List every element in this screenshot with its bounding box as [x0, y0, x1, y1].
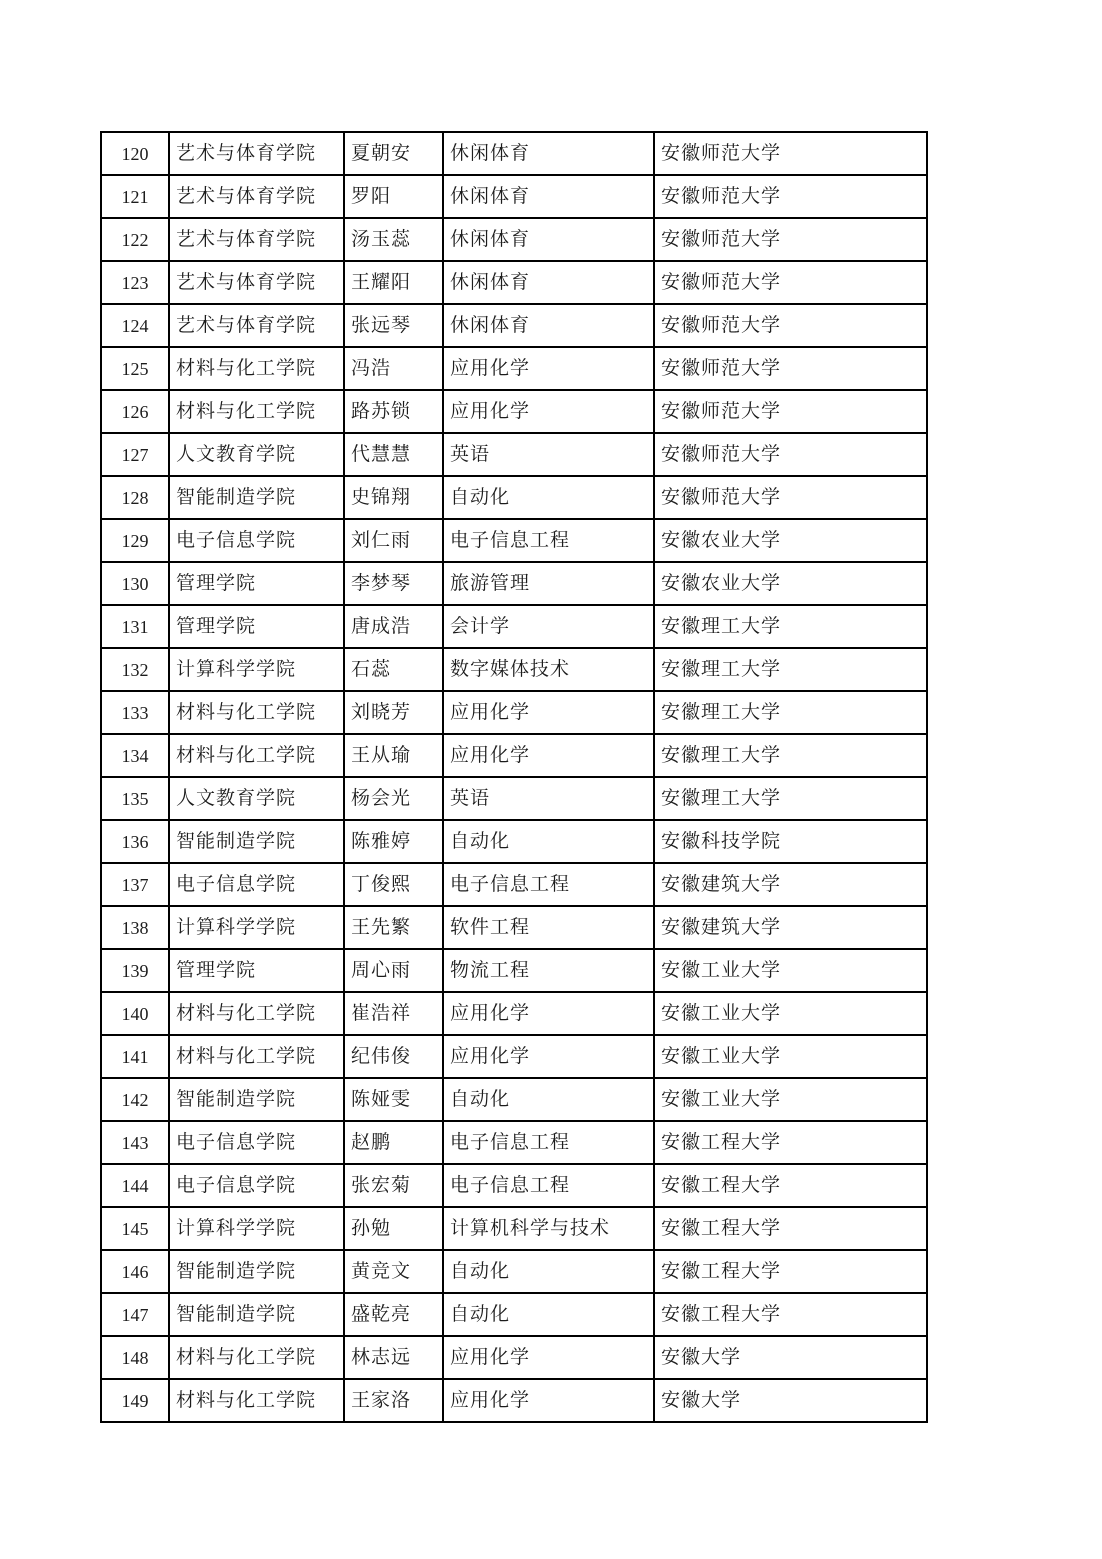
- cell-student-name: 汤玉蕊: [344, 218, 443, 261]
- cell-student-name: 夏朝安: [344, 132, 443, 175]
- cell-university: 安徽师范大学: [654, 390, 927, 433]
- cell-college: 艺术与体育学院: [169, 218, 344, 261]
- cell-college: 电子信息学院: [169, 863, 344, 906]
- table-row: [101, 906, 927, 949]
- cell-major: 自动化: [443, 820, 654, 863]
- table-row: [101, 648, 927, 691]
- cell-university: 安徽工业大学: [654, 1035, 927, 1078]
- cell-row-number: 124: [101, 304, 169, 347]
- cell-college: 智能制造学院: [169, 820, 344, 863]
- cell-major: 应用化学: [443, 691, 654, 734]
- table-row: [101, 218, 927, 261]
- cell-row-number: 142: [101, 1078, 169, 1121]
- table-row: [101, 390, 927, 433]
- cell-major: 自动化: [443, 1293, 654, 1336]
- cell-major: 应用化学: [443, 992, 654, 1035]
- table-row: [101, 304, 927, 347]
- cell-major: 电子信息工程: [443, 519, 654, 562]
- cell-major: 自动化: [443, 476, 654, 519]
- cell-student-name: 刘晓芳: [344, 691, 443, 734]
- cell-row-number: 122: [101, 218, 169, 261]
- cell-student-name: 丁俊熙: [344, 863, 443, 906]
- table-row: [101, 347, 927, 390]
- cell-college: 智能制造学院: [169, 476, 344, 519]
- table-row: [101, 175, 927, 218]
- cell-row-number: 145: [101, 1207, 169, 1250]
- cell-row-number: 128: [101, 476, 169, 519]
- cell-major: 休闲体育: [443, 175, 654, 218]
- cell-student-name: 陈雅婷: [344, 820, 443, 863]
- table-row: [101, 261, 927, 304]
- cell-college: 计算科学学院: [169, 648, 344, 691]
- cell-university: 安徽工程大学: [654, 1164, 927, 1207]
- cell-university: 安徽工程大学: [654, 1121, 927, 1164]
- cell-student-name: 唐成浩: [344, 605, 443, 648]
- cell-college: 艺术与体育学院: [169, 175, 344, 218]
- table-row: [101, 992, 927, 1035]
- cell-major: 英语: [443, 433, 654, 476]
- cell-college: 电子信息学院: [169, 519, 344, 562]
- cell-college: 人文教育学院: [169, 433, 344, 476]
- cell-major: 电子信息工程: [443, 863, 654, 906]
- cell-student-name: 史锦翔: [344, 476, 443, 519]
- cell-college: 计算科学学院: [169, 906, 344, 949]
- cell-row-number: 130: [101, 562, 169, 605]
- table-row: [101, 1336, 927, 1379]
- cell-major: 应用化学: [443, 390, 654, 433]
- cell-student-name: 纪伟俊: [344, 1035, 443, 1078]
- cell-student-name: 李梦琴: [344, 562, 443, 605]
- cell-student-name: 周心雨: [344, 949, 443, 992]
- cell-college: 管理学院: [169, 562, 344, 605]
- cell-student-name: 罗阳: [344, 175, 443, 218]
- cell-row-number: 129: [101, 519, 169, 562]
- cell-university: 安徽工业大学: [654, 992, 927, 1035]
- cell-row-number: 123: [101, 261, 169, 304]
- cell-major: 休闲体育: [443, 132, 654, 175]
- table-row: [101, 1035, 927, 1078]
- table-row: [101, 433, 927, 476]
- cell-university: 安徽师范大学: [654, 347, 927, 390]
- cell-university: 安徽建筑大学: [654, 906, 927, 949]
- cell-college: 计算科学学院: [169, 1207, 344, 1250]
- cell-college: 人文教育学院: [169, 777, 344, 820]
- cell-university: 安徽理工大学: [654, 648, 927, 691]
- cell-row-number: 125: [101, 347, 169, 390]
- cell-university: 安徽农业大学: [654, 519, 927, 562]
- table-row: [101, 820, 927, 863]
- cell-row-number: 144: [101, 1164, 169, 1207]
- cell-student-name: 黄竞文: [344, 1250, 443, 1293]
- cell-major: 应用化学: [443, 1035, 654, 1078]
- cell-university: 安徽师范大学: [654, 175, 927, 218]
- cell-college: 智能制造学院: [169, 1250, 344, 1293]
- cell-university: 安徽工程大学: [654, 1250, 927, 1293]
- cell-university: 安徽建筑大学: [654, 863, 927, 906]
- cell-university: 安徽理工大学: [654, 777, 927, 820]
- cell-row-number: 141: [101, 1035, 169, 1078]
- cell-major: 会计学: [443, 605, 654, 648]
- table-row: [101, 605, 927, 648]
- cell-row-number: 121: [101, 175, 169, 218]
- cell-college: 电子信息学院: [169, 1164, 344, 1207]
- cell-row-number: 149: [101, 1379, 169, 1422]
- table-row: [101, 1078, 927, 1121]
- cell-row-number: 132: [101, 648, 169, 691]
- cell-major: 旅游管理: [443, 562, 654, 605]
- cell-college: 材料与化工学院: [169, 390, 344, 433]
- cell-student-name: 代慧慧: [344, 433, 443, 476]
- table-row: [101, 777, 927, 820]
- cell-student-name: 王先繁: [344, 906, 443, 949]
- cell-student-name: 杨会光: [344, 777, 443, 820]
- cell-major: 休闲体育: [443, 261, 654, 304]
- cell-university: 安徽师范大学: [654, 476, 927, 519]
- table-row: [101, 1121, 927, 1164]
- cell-row-number: 140: [101, 992, 169, 1035]
- cell-university: 安徽工业大学: [654, 1078, 927, 1121]
- cell-university: 安徽师范大学: [654, 132, 927, 175]
- cell-major: 应用化学: [443, 734, 654, 777]
- cell-row-number: 146: [101, 1250, 169, 1293]
- cell-university: 安徽工程大学: [654, 1207, 927, 1250]
- table-row: [101, 1379, 927, 1422]
- cell-college: 智能制造学院: [169, 1078, 344, 1121]
- student-roster-table: [100, 131, 928, 1423]
- student-table-body: [101, 132, 927, 1422]
- table-row: [101, 863, 927, 906]
- cell-row-number: 148: [101, 1336, 169, 1379]
- cell-row-number: 143: [101, 1121, 169, 1164]
- cell-row-number: 126: [101, 390, 169, 433]
- cell-student-name: 石蕊: [344, 648, 443, 691]
- cell-college: 艺术与体育学院: [169, 261, 344, 304]
- cell-university: 安徽科技学院: [654, 820, 927, 863]
- cell-major: 自动化: [443, 1250, 654, 1293]
- cell-college: 智能制造学院: [169, 1293, 344, 1336]
- cell-university: 安徽大学: [654, 1379, 927, 1422]
- cell-major: 数字媒体技术: [443, 648, 654, 691]
- cell-major: 自动化: [443, 1078, 654, 1121]
- cell-university: 安徽理工大学: [654, 734, 927, 777]
- cell-student-name: 赵鹏: [344, 1121, 443, 1164]
- cell-major: 应用化学: [443, 347, 654, 390]
- cell-university: 安徽理工大学: [654, 605, 927, 648]
- cell-row-number: 120: [101, 132, 169, 175]
- cell-major: 休闲体育: [443, 304, 654, 347]
- cell-major: 应用化学: [443, 1379, 654, 1422]
- cell-student-name: 孙勉: [344, 1207, 443, 1250]
- cell-row-number: 139: [101, 949, 169, 992]
- cell-university: 安徽农业大学: [654, 562, 927, 605]
- cell-college: 材料与化工学院: [169, 1336, 344, 1379]
- cell-major: 电子信息工程: [443, 1164, 654, 1207]
- table-row: [101, 476, 927, 519]
- cell-college: 管理学院: [169, 605, 344, 648]
- cell-student-name: 陈娅雯: [344, 1078, 443, 1121]
- cell-row-number: 127: [101, 433, 169, 476]
- cell-major: 应用化学: [443, 1336, 654, 1379]
- cell-row-number: 147: [101, 1293, 169, 1336]
- cell-student-name: 王家洛: [344, 1379, 443, 1422]
- cell-college: 材料与化工学院: [169, 1379, 344, 1422]
- cell-row-number: 138: [101, 906, 169, 949]
- cell-college: 管理学院: [169, 949, 344, 992]
- cell-major: 电子信息工程: [443, 1121, 654, 1164]
- cell-student-name: 张宏菊: [344, 1164, 443, 1207]
- cell-college: 材料与化工学院: [169, 734, 344, 777]
- cell-student-name: 王从瑜: [344, 734, 443, 777]
- cell-university: 安徽大学: [654, 1336, 927, 1379]
- cell-student-name: 路苏锁: [344, 390, 443, 433]
- table-row: [101, 562, 927, 605]
- cell-university: 安徽工业大学: [654, 949, 927, 992]
- cell-college: 材料与化工学院: [169, 347, 344, 390]
- cell-student-name: 张远琴: [344, 304, 443, 347]
- cell-college: 材料与化工学院: [169, 1035, 344, 1078]
- cell-student-name: 林志远: [344, 1336, 443, 1379]
- cell-university: 安徽理工大学: [654, 691, 927, 734]
- cell-row-number: 137: [101, 863, 169, 906]
- cell-major: 休闲体育: [443, 218, 654, 261]
- cell-student-name: 盛乾亮: [344, 1293, 443, 1336]
- table-row: [101, 519, 927, 562]
- cell-row-number: 134: [101, 734, 169, 777]
- cell-college: 艺术与体育学院: [169, 132, 344, 175]
- table-row: [101, 1164, 927, 1207]
- cell-major: 软件工程: [443, 906, 654, 949]
- cell-major: 物流工程: [443, 949, 654, 992]
- cell-university: 安徽师范大学: [654, 433, 927, 476]
- table-row: [101, 1293, 927, 1336]
- table-row: [101, 949, 927, 992]
- cell-student-name: 冯浩: [344, 347, 443, 390]
- cell-university: 安徽师范大学: [654, 218, 927, 261]
- cell-student-name: 崔浩祥: [344, 992, 443, 1035]
- cell-row-number: 135: [101, 777, 169, 820]
- cell-row-number: 136: [101, 820, 169, 863]
- table-row: [101, 734, 927, 777]
- cell-college: 艺术与体育学院: [169, 304, 344, 347]
- cell-student-name: 刘仁雨: [344, 519, 443, 562]
- table-row: [101, 1207, 927, 1250]
- cell-major: 英语: [443, 777, 654, 820]
- table-row: [101, 132, 927, 175]
- table-row: [101, 1250, 927, 1293]
- cell-major: 计算机科学与技术: [443, 1207, 654, 1250]
- cell-college: 材料与化工学院: [169, 691, 344, 734]
- cell-student-name: 王耀阳: [344, 261, 443, 304]
- cell-row-number: 133: [101, 691, 169, 734]
- cell-row-number: 131: [101, 605, 169, 648]
- cell-university: 安徽师范大学: [654, 261, 927, 304]
- cell-university: 安徽师范大学: [654, 304, 927, 347]
- cell-college: 电子信息学院: [169, 1121, 344, 1164]
- cell-university: 安徽工程大学: [654, 1293, 927, 1336]
- table-row: [101, 691, 927, 734]
- cell-college: 材料与化工学院: [169, 992, 344, 1035]
